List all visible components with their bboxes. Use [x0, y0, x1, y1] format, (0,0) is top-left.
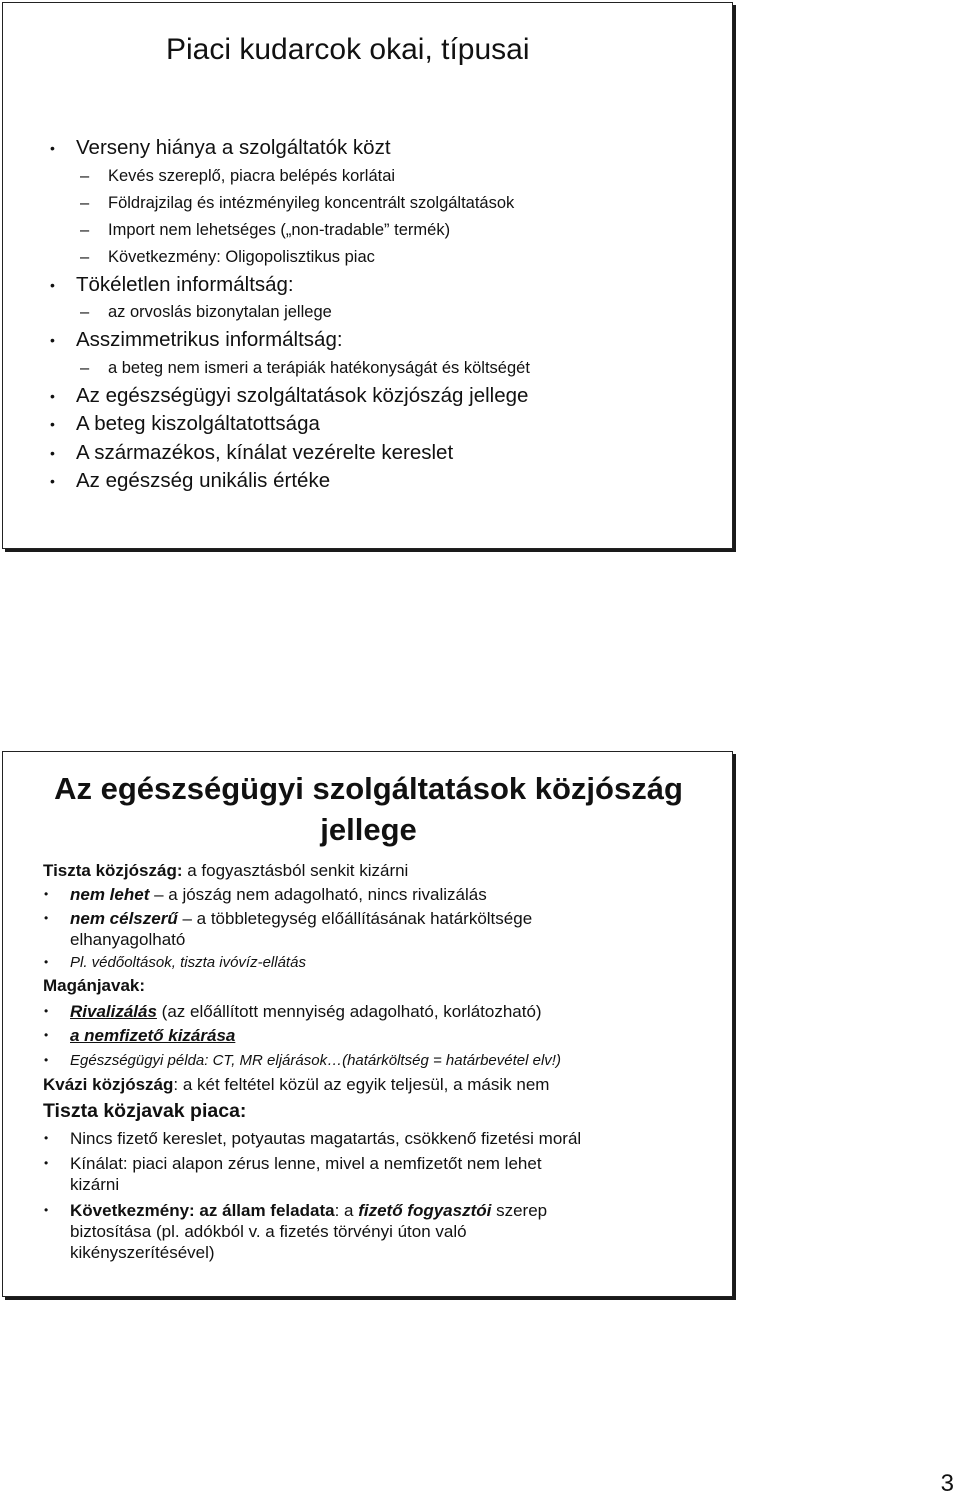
kovetkezmeny-text-2: szerep	[491, 1201, 548, 1220]
slide-2-title-line-2: jellege	[320, 812, 417, 847]
kvazi-text: : a két feltétel közül az egyik teljesül, a másik nem	[173, 1075, 550, 1094]
kovetkezmeny-line-2: biztosítása (pl. adókból v. a fizetés törvényi úton való	[70, 1222, 467, 1241]
rivalizalas-label: Rivalizálás	[70, 1002, 157, 1021]
kovetkezmeny-line-3: kikényszerítésével)	[70, 1243, 215, 1262]
bullet-text: Következmény: Oligopolisztikus piac	[108, 247, 375, 266]
nem-lehet-text: – a jószág nem adagolható, nincs rivalizálás	[149, 885, 487, 904]
bullet-icon: •	[44, 1028, 49, 1042]
bullet-text: Földrajzilag és intézményileg koncentrált szolgáltatások	[108, 193, 515, 212]
tiszta-kozjoszag-text: a fogyasztásból senkit kizárni	[182, 861, 409, 880]
bullet-icon: •	[50, 276, 55, 293]
bullet-text: Import nem lehetséges („non-tradable” termék)	[108, 220, 451, 239]
kovetkezmeny-item-line-3	[3, 1242, 734, 1263]
bullet-icon: •	[44, 887, 49, 901]
bullet-text: Kevés szereplő, piacra belépés korlátai	[108, 166, 396, 185]
kinalat-text-2: kizárni	[70, 1175, 120, 1194]
kvazi-label: Kvázi közjószág	[43, 1075, 174, 1094]
kvazi-line	[3, 1074, 734, 1099]
pl-text: védőoltások, tiszta ivóvíz-ellátás	[87, 954, 306, 971]
nem-celszeru-text: – a többletegység előállításának határköltsége	[177, 909, 533, 928]
bullet-text: A beteg kiszolgáltatottsága	[76, 412, 320, 435]
bullet-item	[3, 410, 703, 439]
bullet-icon: •	[44, 911, 49, 925]
dash-icon: –	[80, 358, 90, 377]
slide-1-bullet-list	[3, 134, 703, 496]
maganjavak-label: Magánjavak:	[43, 976, 146, 995]
dash-icon: –	[80, 220, 90, 239]
slide-1-title: Piaci kudarcok okai, típusai	[166, 33, 530, 66]
bullet-icon: •	[50, 387, 55, 404]
bullet-icon: •	[44, 1203, 49, 1217]
dash-icon: –	[80, 303, 90, 321]
bullet-icon: •	[50, 416, 55, 432]
pl-label: Pl.	[70, 954, 88, 971]
sub-bullet-item	[3, 299, 703, 326]
sub-bullet-item	[3, 190, 703, 217]
pelda-text: Egészségügyi példa: CT, MR eljárások…(határköltség = határbevétel elv!)	[70, 1052, 561, 1069]
kovetkezmeny-italic: fizető fogyasztói	[358, 1201, 492, 1220]
bullet-text: Verseny hiánya a szolgáltatók közt	[76, 136, 391, 159]
bullet-item	[3, 382, 703, 411]
pelda-item	[3, 1050, 734, 1074]
bullet-icon: •	[50, 444, 55, 461]
rivalizalas-text: (az előállított mennyiség adagolható, korlátozható)	[156, 1002, 542, 1021]
bullet-item	[3, 326, 703, 355]
bullet-text: az orvoslás bizonytalan jellege	[108, 303, 332, 321]
kovetkezmeny-item	[3, 1200, 734, 1221]
kovetkezmeny-item-line-2	[3, 1221, 734, 1242]
kovetkezmeny-text-1: : a	[334, 1201, 359, 1220]
bullet-item	[3, 439, 703, 468]
tiszta-kozjoszag-label: Tiszta közjószág:	[43, 861, 183, 880]
nincs-text: Nincs fizető kereslet, potyautas magatartás, csökkenő fizetési morál	[70, 1129, 582, 1148]
nem-celszeru-item-cont	[3, 929, 734, 952]
kovetkezmeny-label: Következmény: az állam feladata	[70, 1201, 335, 1220]
dash-icon: –	[80, 193, 90, 212]
bullet-icon: •	[44, 1004, 49, 1018]
nem-celszeru-label: nem célszerű	[70, 909, 178, 928]
bullet-text: A származékos, kínálat vezérelte kereslet	[76, 440, 454, 464]
kinalat-text-1: Kínálat: piaci alapon zérus lenne, mivel a nemfizetőt nem lehet	[70, 1154, 542, 1173]
page-number: 3	[940, 1470, 954, 1497]
nem-lehet-label: nem lehet	[70, 885, 150, 904]
maganjavak-line	[3, 975, 734, 1001]
bullet-icon: •	[50, 332, 55, 348]
sub-bullet-item	[3, 244, 703, 271]
tiszta-kozjavak-label: Tiszta közjavak piaca:	[43, 1100, 247, 1122]
sub-bullet-item	[3, 217, 703, 244]
nemfizeto-item	[3, 1025, 734, 1050]
bullet-text: a beteg nem ismeri a terápiák hatékonyságát és költségét	[108, 358, 530, 377]
bullet-icon: •	[50, 140, 55, 156]
nem-celszeru-item	[3, 908, 734, 929]
bullet-icon: •	[50, 473, 55, 489]
sub-bullet-item	[3, 163, 703, 190]
slide-1	[2, 2, 733, 549]
nem-celszeru-text-2: elhanyagolható	[70, 930, 186, 949]
nincs-item	[3, 1128, 734, 1153]
tiszta-kozjavak-line	[3, 1099, 734, 1128]
dash-icon: –	[80, 166, 90, 185]
kinalat-item	[3, 1153, 734, 1174]
slide-2-title-line-1: Az egészségügyi szolgáltatások közjószág	[54, 771, 683, 806]
bullet-text: Az egészségügyi szolgáltatások közjószág jellege	[76, 383, 529, 407]
bullet-icon: •	[44, 1156, 49, 1170]
slide-2-body	[3, 860, 734, 1263]
tiszta-kozjoszag-line	[3, 860, 734, 884]
bullet-item	[3, 271, 703, 300]
bullet-item	[3, 134, 703, 163]
bullet-text: Az egészség unikális értéke	[76, 469, 331, 492]
bullet-text: Tökéletlen informáltság:	[76, 272, 294, 296]
pl-item	[3, 952, 734, 975]
rivalizalas-item	[3, 1001, 734, 1025]
bullet-icon: •	[44, 1131, 49, 1145]
nemfizeto-label: a nemfizető kizárása	[70, 1026, 236, 1045]
bullet-icon: •	[44, 955, 49, 969]
slide-2	[2, 751, 733, 1297]
dash-icon: –	[80, 247, 90, 266]
sub-bullet-item	[3, 355, 703, 382]
nem-lehet-item	[3, 884, 734, 908]
slide-2-title	[3, 768, 734, 850]
bullet-item	[3, 467, 703, 496]
bullet-icon: •	[44, 1053, 49, 1067]
bullet-text: Asszimmetrikus informáltság:	[76, 328, 343, 351]
kinalat-item-cont	[3, 1174, 734, 1200]
